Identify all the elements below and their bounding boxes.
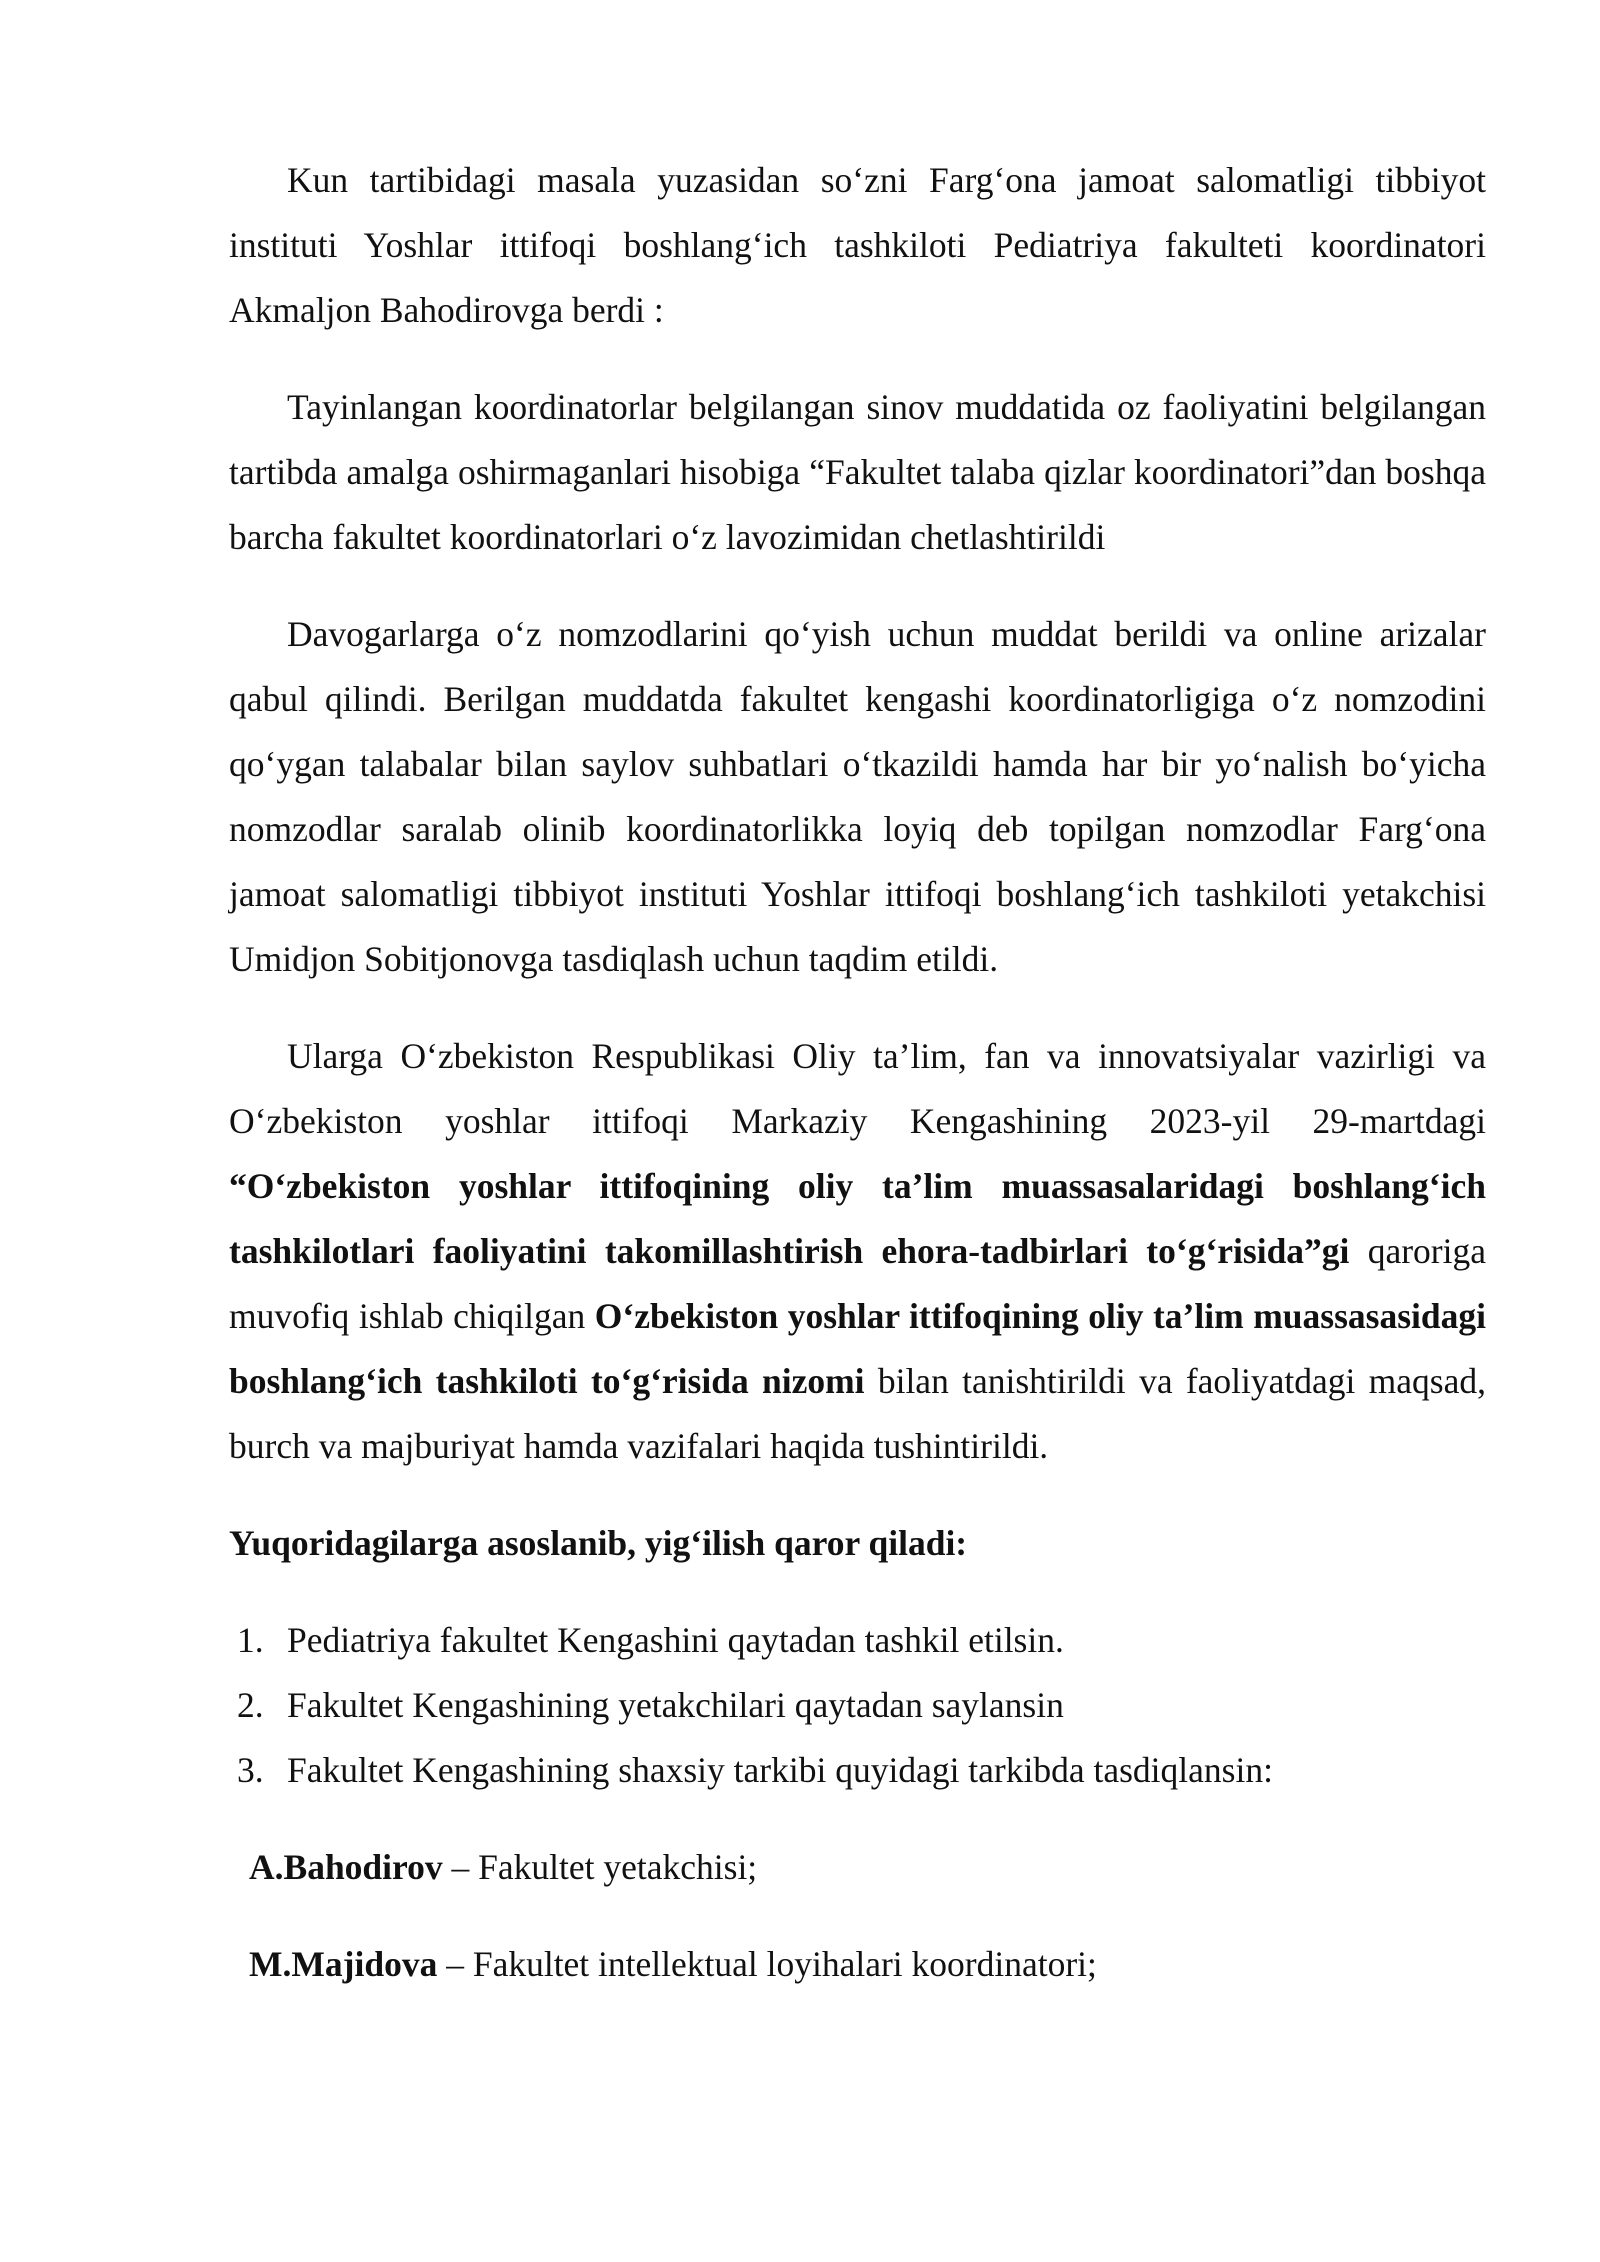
member-entry <box>249 1932 1486 1997</box>
member-role: – Fakultet intellektual loyihalari koordinatori; <box>437 1944 1097 1984</box>
decision-item <box>229 1608 1486 1673</box>
decision-heading: Yuqoridagilarga asoslanib, yig‘ilish qaror qiladi: <box>229 1523 968 1563</box>
member-entry <box>249 1835 1486 1900</box>
member-role: – Fakultet yetakchisi; <box>442 1847 758 1887</box>
decision-item <box>229 1673 1486 1738</box>
statute-title: O‘zbekiston yoshlar ittifoqining oliy ta’lim muassasasidagi boshlang‘ich tashkiloti to‘g‘risida nizomi <box>229 1296 1486 1401</box>
document-page <box>229 148 1486 2029</box>
decision-item <box>229 1738 1486 1803</box>
member-name: A.Bahodirov <box>249 1847 443 1887</box>
decision-item-number: 2. <box>237 1685 264 1725</box>
decision-list <box>229 1608 1486 1803</box>
decision-item-text: Fakultet Kengashining shaxsiy tarkibi quyidagi tarkibda tasdiqlansin: <box>287 1750 1273 1790</box>
regulations-text-1: Ularga O‘zbekiston Respublikasi Oliy ta’lim, fan va innovatsiyalar vazirligi va O‘zbekiston yoshlar ittifoqi Markaziy Kengashining 2023-yil 29-martdagi <box>229 1036 1486 1141</box>
decision-item-number: 1. <box>237 1620 264 1660</box>
decision-item-number: 3. <box>237 1750 264 1790</box>
regulations-text-3: bilan tanishtirildi va faoliyatdagi maqsad, burch va majburiyat hamda vazifalari haqida tushintirildi. <box>229 1361 1486 1466</box>
paragraph-coordinators-dismissed: Tayinlangan koordinatorlar belgilangan sinov muddatida oz faoliyatini belgilangan tartibda amalga oshirmaganlari hisobiga “Fakultet talaba qizlar koordinatori”dan boshqa barcha fakultet koordinatorlari o‘z lavozimidan chetlashtirildi <box>229 387 1486 557</box>
member-name: M.Majidova <box>249 1944 438 1984</box>
decision-item-text: Fakultet Kengashining yetakchilari qaytadan saylansin <box>287 1685 1064 1725</box>
paragraph-regulations <box>229 1024 1486 1479</box>
regulations-text-2: qaroriga muvofiq ishlab chiqilgan <box>229 1231 1487 1336</box>
resolution-title: “O‘zbekiston yoshlar ittifoqining oliy ta’lim muassasalaridagi boshlang‘ich tashkilotlari faoliyatini takomillashtirish ehora-tadbirlari to‘g‘risida”gi <box>229 1166 1486 1271</box>
paragraph-opening: Kun tartibidagi masala yuzasidan so‘zni Farg‘ona jamoat salomatligi tibbiyot instituti Yoshlar ittifoqi boshlang‘ich tashkiloti Pediatriya fakulteti koordinatori Akmaljon Bahodirovga berdi : <box>229 160 1486 330</box>
paragraph-candidates: Davogarlarga o‘z nomzodlarini qo‘yish uchun muddat berildi va online arizalar qabul qilindi. Berilgan muddatda fakultet kengashi koordinatorligiga o‘z nomzodini qo‘ygan talabalar bilan saylov suhbatlari o‘tkazildi hamda har bir yo‘nalish bo‘yicha nomzodlar saralab olinib koordinatorlikka loyiq deb topilgan nomzodlar Farg‘ona jamoat salomatligi tibbiyot instituti Yoshlar ittifoqi boshlang‘ich tashkiloti yetakchisi Umidjon Sobitjonovga tasdiqlash uchun taqdim etildi. <box>229 614 1486 979</box>
decision-item-text: Pediatriya fakultet Kengashini qaytadan tashkil etilsin. <box>287 1620 1064 1660</box>
